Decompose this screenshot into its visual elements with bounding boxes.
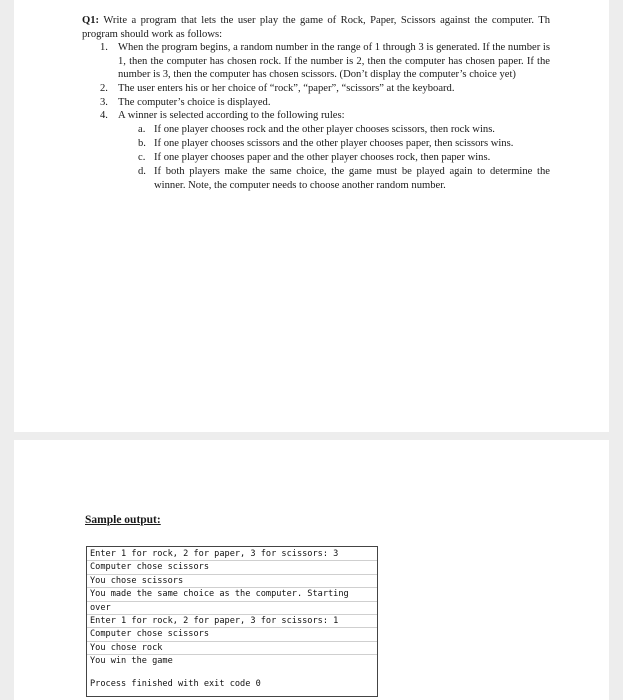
console-line: You made the same choice as the computer. Starting	[87, 588, 377, 601]
sample-output-heading: Sample output:	[85, 514, 161, 526]
question-block	[82, 14, 550, 193]
rule-letter: a.	[138, 123, 146, 135]
rule-text: If one player chooses scissors and the other player chooses paper, then scissors wins.	[154, 137, 514, 149]
console-line: Computer chose scissors	[87, 561, 377, 574]
console-exit-line: Process finished with exit code 0	[90, 678, 261, 689]
rule-text: If one player chooses rock and the other player chooses scissors, then rock wins.	[154, 123, 495, 135]
question-intro-text: Write a program that lets the user play the game of Rock, Paper, Scissors against the computer. Th program should work as follows:	[82, 15, 550, 40]
document-page-2	[14, 440, 609, 700]
rules-list	[118, 123, 550, 192]
step-text: The computer’s choice is displayed.	[118, 96, 271, 108]
console-line: You win the game	[90, 656, 173, 667]
document-page-1	[14, 0, 609, 432]
console-line: You chose scissors	[87, 575, 377, 588]
step-number: 4.	[100, 110, 108, 122]
rule-letter: c.	[138, 151, 146, 163]
console-line: Enter 1 for rock, 2 for paper, 3 for scissors: 1	[87, 615, 377, 628]
question-label: Q1:	[82, 15, 100, 26]
console-line: You chose rock	[87, 642, 377, 655]
step-text: The user enters his or her choice of “rock”, “paper”, “scissors” at the keyboard.	[118, 82, 455, 94]
step-text: When the program begins, a random number in the range of 1 through 3 is generated. If the number is 1, then the computer has chosen rock. If the number is 2, then the computer has chosen paper. If the number is 3, then the computer has chosen scissors. (Don’t display the computer’s choice yet)	[118, 42, 550, 81]
rule-item	[118, 137, 550, 151]
step-number: 3.	[100, 96, 108, 108]
step-number: 1.	[100, 42, 108, 54]
rule-letter: d.	[138, 166, 146, 178]
rule-item	[118, 123, 550, 137]
rule-text: If one player chooses paper and the other player chooses rock, then paper wins.	[154, 151, 491, 163]
question-intro	[82, 14, 550, 41]
step-item	[82, 96, 550, 110]
console-line: Computer chose scissors	[87, 628, 377, 641]
step-item	[82, 41, 550, 82]
rule-letter: b.	[138, 137, 146, 149]
step-text: A winner is selected according to the following rules:	[118, 110, 345, 122]
step-item	[82, 82, 550, 96]
rule-item	[118, 165, 550, 192]
rule-item	[118, 151, 550, 165]
step-number: 2.	[100, 82, 108, 94]
console-line: over	[87, 602, 377, 615]
console-output-box	[86, 546, 378, 697]
step-item	[82, 109, 550, 192]
console-blank-line	[87, 668, 377, 678]
console-line: Enter 1 for rock, 2 for paper, 3 for scissors: 3	[87, 548, 377, 561]
rule-text: If both players make the same choice, the game must be played again to determine the winner. Note, the computer needs to choose another random number.	[154, 166, 550, 191]
steps-list	[82, 41, 550, 192]
